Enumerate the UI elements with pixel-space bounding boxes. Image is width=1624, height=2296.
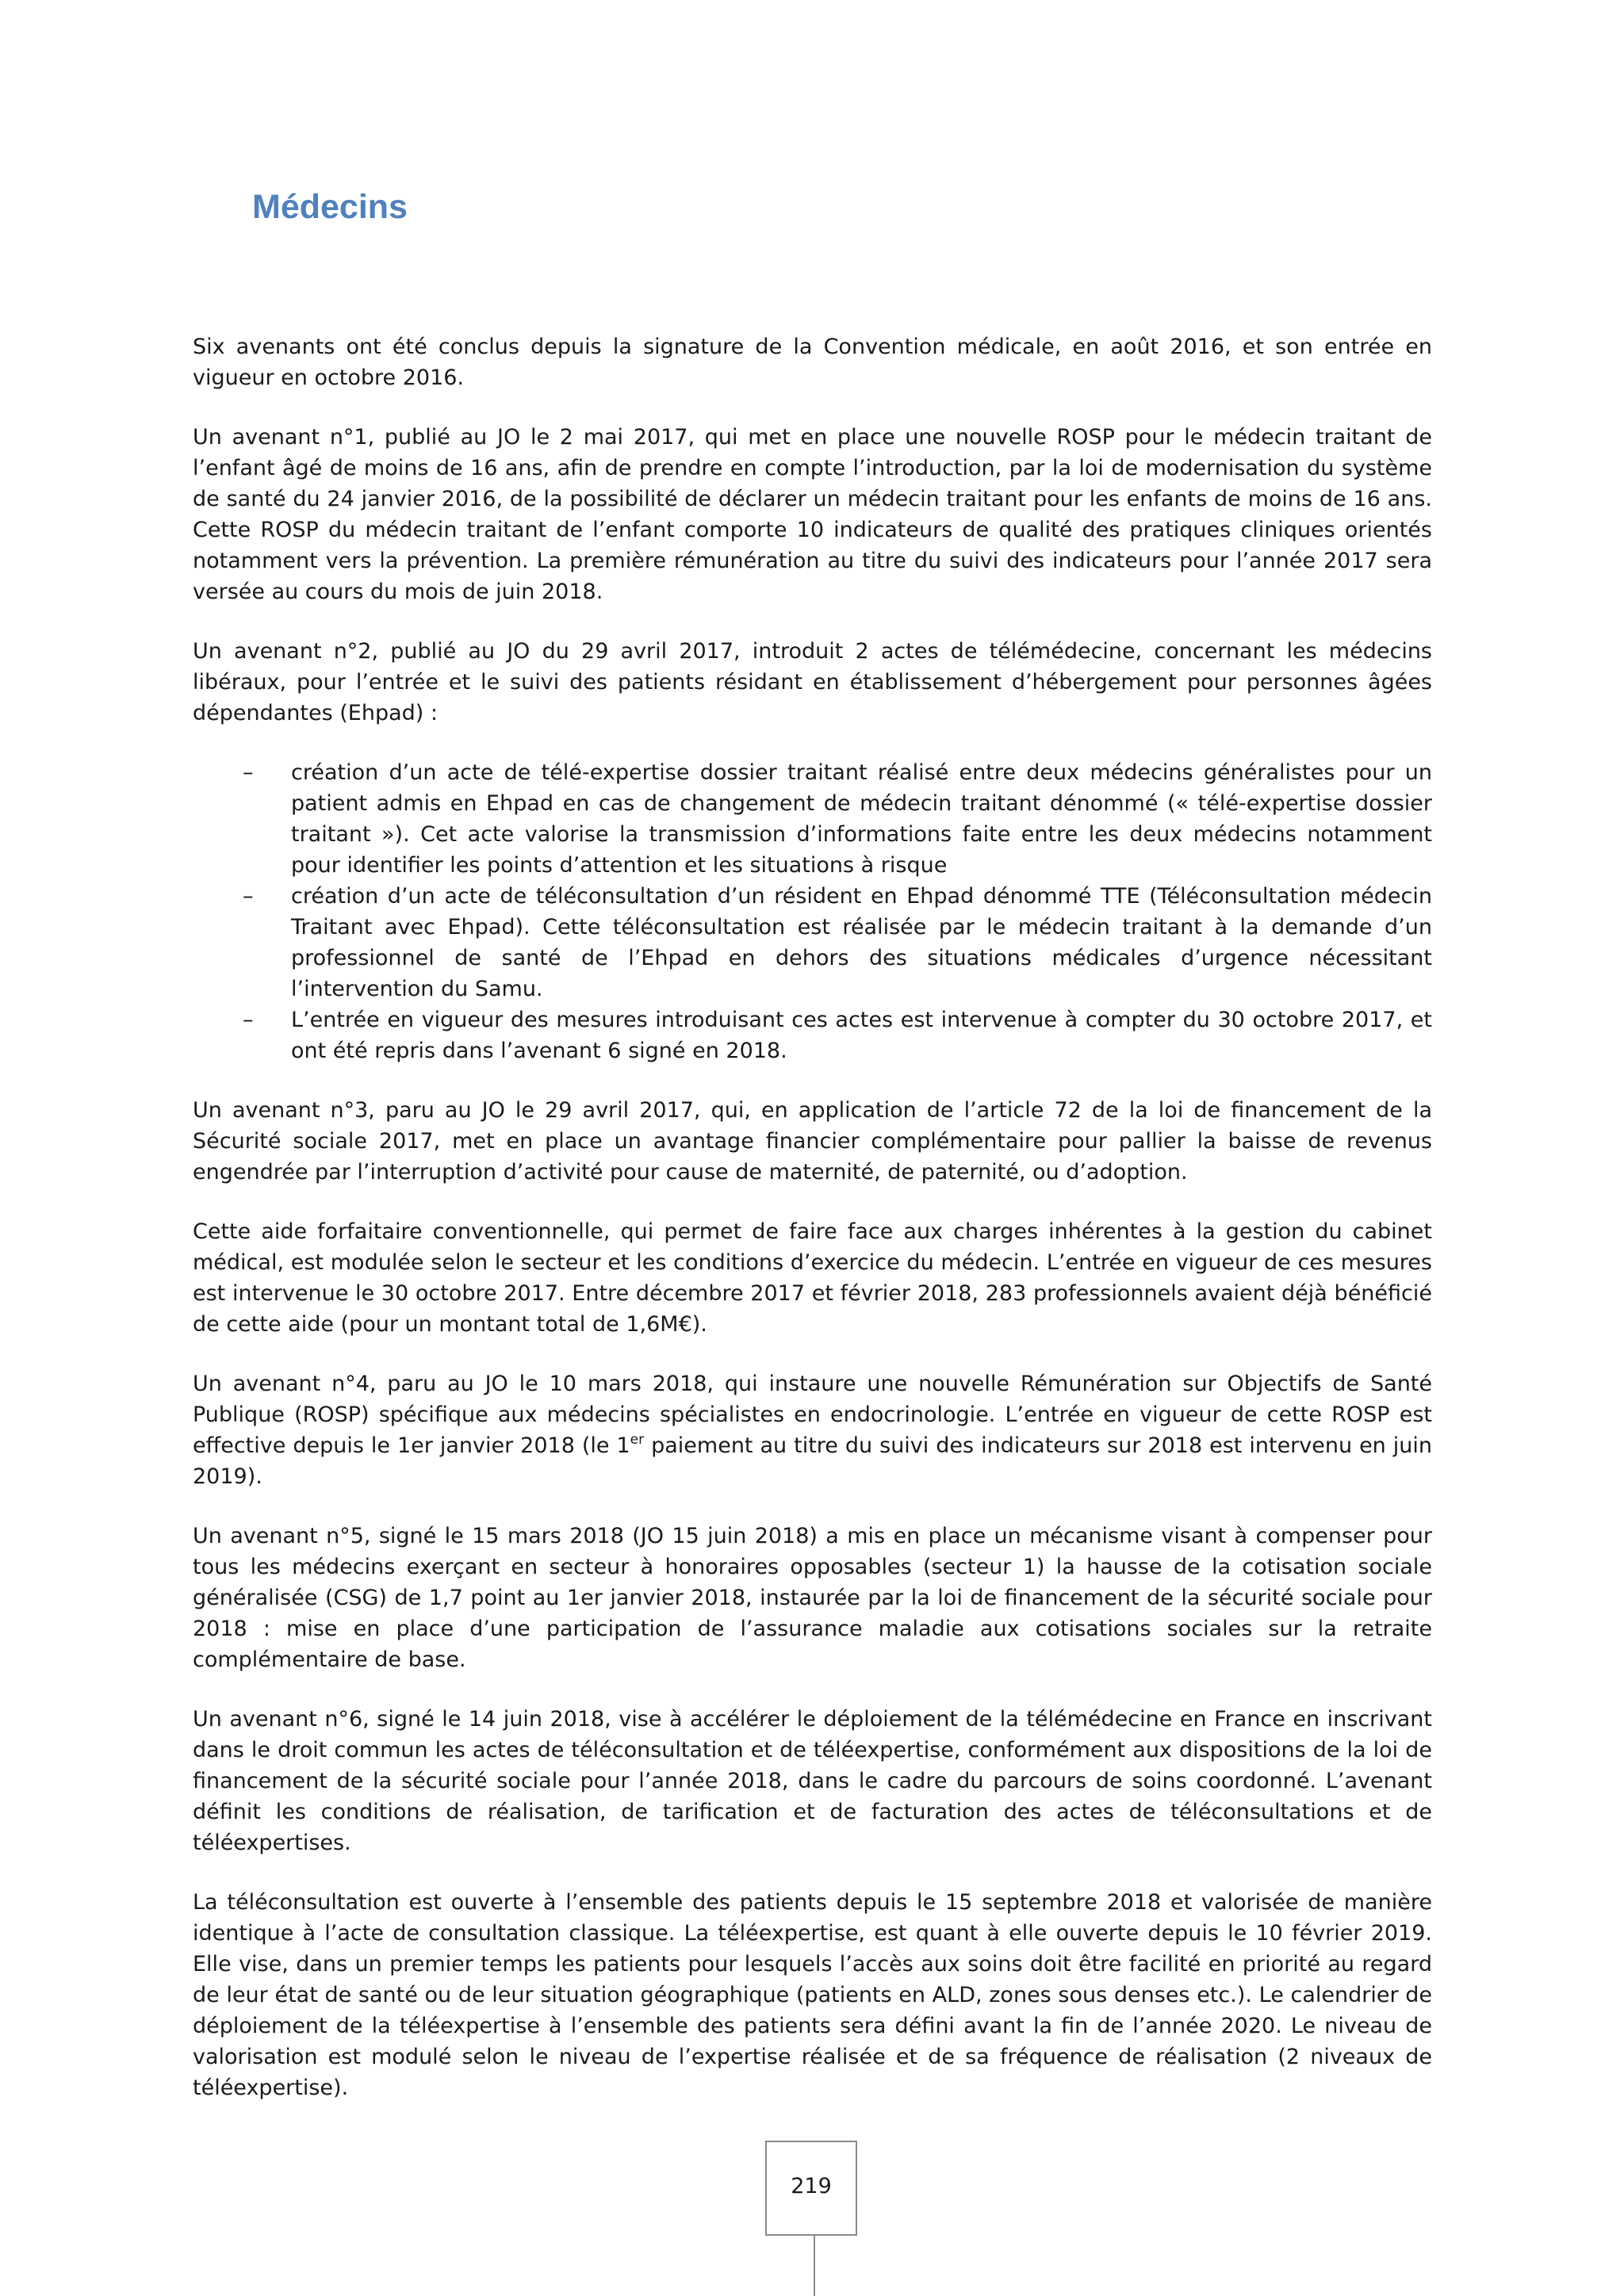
paragraph-avenant-3: Un avenant n°3, paru au JO le 29 avril 2017, qui, en application de l’article 72 de la loi de financement de la Sécurité sociale 2017, met en place un avantage financier complémentaire pour pallier la baisse de revenus engendrée par l’interruption d’activité pour cause de maternité, de paternité, ou d’adoption. bbox=[193, 1098, 1432, 1184]
list-item bbox=[193, 757, 1432, 881]
section-title: Médecins bbox=[252, 188, 408, 226]
paragraph-teleconsultation: La téléconsultation est ouverte à l’ensemble des patients depuis le 15 septembre 2018 et valorisée de manière identique à l’acte de consultation classique. La téléexpertise, est quant à elle ouverte depuis le 10 février 2019. Elle vise, dans un premier temps les patients pour lesquels l’accès aux soins doit être facilité en priorité au regard de leur état de santé ou de leur situation géographique (patients en ALD, zones sous denses etc.). Le calendrier de déploiement de la téléexpertise à l’ensemble des patients sera défini avant la fin de l’année 2020. Le niveau de valorisation est modulé selon le niveau de l’expertise réalisée et de sa fréquence de réalisation (2 niveaux de téléexpertise). bbox=[193, 1890, 1432, 2100]
list-item-text: L’entrée en vigueur des mesures introduisant ces actes est intervenue à compter du 30 octobre 2017, et ont été repris dans l’avenant 6 signé en 2018. bbox=[291, 1008, 1432, 1063]
paragraph-avenant-4-text-end: paiement au titre du suivi des indicateurs sur 2018 est intervenu en juin 2019). bbox=[193, 1433, 1433, 1489]
avenant-2-list bbox=[193, 757, 1432, 1066]
page-number: 219 bbox=[791, 2174, 832, 2198]
dash-bullet: – bbox=[243, 1008, 254, 1032]
body-text bbox=[193, 331, 1432, 2132]
list-item-text: création d’un acte de téléconsultation d’un résident en Ehpad dénommé TTE (Téléconsultation médecin Traitant avec Ehpad). Cette téléconsultation est réalisée par le médecin traitant à la demande d’un professionnel de santé de l’Ehpad en dehors des situations médicales d’urgence nécessitant l’intervention du Samu. bbox=[291, 884, 1432, 1001]
page-number-connector-line bbox=[814, 2236, 815, 2296]
paragraph-avenant-4-text: Un avenant n°4, paru au JO le 10 mars 2018, qui instaure une nouvelle Rémunération sur Objectifs de Santé Publique (ROSP) spécifique aux médecins spécialistes en endocrinologie. L’entrée en vigueur de cette ROSP est effective depuis le 1er janvier 2018 (le 1 bbox=[193, 1372, 1432, 1458]
paragraph-aide-forfaitaire: Cette aide forfaitaire conventionnelle, qui permet de faire face aux charges inhérentes à la gestion du cabinet médical, est modulée selon le secteur et les conditions d’exercice du médecin. L’entrée en vigueur de ces mesures est intervenue le 30 octobre 2017. Entre décembre 2017 et février 2018, 283 professionnels avaient déjà bénéficié de cette aide (pour un montant total de 1,6M€). bbox=[193, 1219, 1432, 1337]
dash-bullet: – bbox=[243, 884, 254, 909]
paragraph-avenant-6: Un avenant n°6, signé le 14 juin 2018, vise à accélérer le déploiement de la télémédecine en France en inscrivant dans le droit commun les actes de téléconsultation et de téléexpertise, conformément aux dispositions de la loi de financement de la sécurité sociale pour l’année 2018, dans le cadre du parcours de soins coordonné. L’avenant définit les conditions de réalisation, de tarification et de facturation des actes de téléconsultations et de téléexpertises. bbox=[193, 1707, 1432, 1855]
paragraph-avenant-4 bbox=[193, 1368, 1432, 1492]
dash-bullet: – bbox=[243, 760, 254, 785]
list-item bbox=[193, 1004, 1432, 1066]
superscript-er: er bbox=[630, 1432, 645, 1448]
paragraph-avenant-1: Un avenant n°1, publié au JO le 2 mai 2017, qui met en place une nouvelle ROSP pour le médecin traitant de l’enfant âgé de moins de 16 ans, afin de prendre en compte l’introduction, par la loi de modernisation du système de santé du 24 janvier 2016, de la possibilité de déclarer un médecin traitant pour les enfants de moins de 16 ans. Cette ROSP du médecin traitant de l’enfant comporte 10 indicateurs de qualité des pratiques cliniques orientés notamment vers la prévention. La première rémunération au titre du suivi des indicateurs pour l’année 2017 sera versée au cours du mois de juin 2018. bbox=[193, 425, 1432, 604]
paragraph-intro: Six avenants ont été conclus depuis la signature de la Convention médicale, en août 2016, et son entrée en vigueur en octobre 2016. bbox=[193, 335, 1432, 390]
paragraph-avenant-5: Un avenant n°5, signé le 15 mars 2018 (JO 15 juin 2018) a mis en place un mécanisme visant à compenser pour tous les médecins exerçant en secteur à honoraires opposables (secteur 1) la hausse de la cotisation sociale généralisée (CSG) de 1,7 point au 1er janvier 2018, instaurée par la loi de financement de la sécurité sociale pour 2018 : mise en place d’une participation de l’assurance maladie aux cotisations sociales sur la retraite complémentaire de base. bbox=[193, 1524, 1432, 1672]
page-number-box bbox=[765, 2141, 857, 2236]
list-item bbox=[193, 881, 1432, 1004]
list-item-text: création d’un acte de télé-expertise dossier traitant réalisé entre deux médecins généralistes pour un patient admis en Ehpad en cas de changement de médecin traitant dénommé (« télé-expertise dossier traitant »). Cet acte valorise la transmission d’informations faite entre les deux médecins notamment pour identifier les points d’attention et les situations à risque bbox=[291, 760, 1432, 878]
paragraph-avenant-2: Un avenant n°2, publié au JO du 29 avril 2017, introduit 2 actes de télémédecine, concernant les médecins libéraux, pour l’entrée et le suivi des patients résidant en établissement d’hébergement pour personnes âgées dépendantes (Ehpad) : bbox=[193, 639, 1432, 725]
